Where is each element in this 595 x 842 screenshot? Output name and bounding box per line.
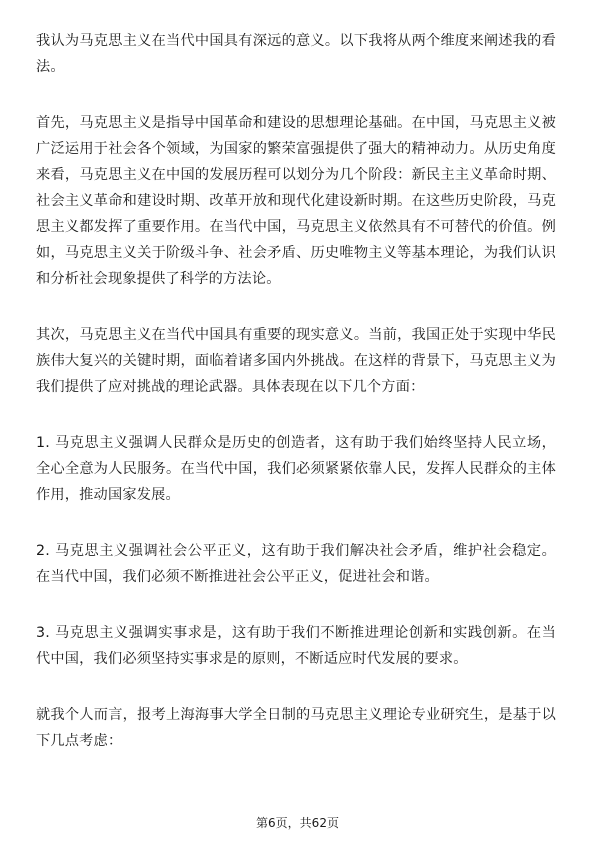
paragraph-first-point: 首先，马克思主义是指导中国革命和建设的思想理论基础。在中国，马克思主义被广泛运用于社会各个领域，为国家的繁荣富强提供了强大的精神动力。从历史角度来看，马克思主义在中国的发展历程可以划分为几个阶段：新民主主义革命时期、社会主义革命和建设时期、改革开放和现代化建设新时期。在这些历史阶段，马克思主义都发挥了重要作用。在当代中国，马克思主义依然具有不可替代的价值。例如，马克思主义关于阶级斗争、社会矛盾、历史唯物主义等基本理论，为我们认识和分析社会现象提供了科学的方法论。 bbox=[36, 115, 556, 287]
paragraph-second-point: 其次，马克思主义在当代中国具有重要的现实意义。当前，我国正处于实现中华民族伟大复兴的关键时期，面临着诸多国内外挑战。在这样的背景下，马克思主义为我们提供了应对挑战的理论武器。具体表现在以下几个方面： bbox=[36, 327, 556, 395]
page-number-footer: 第6页，共62页 bbox=[256, 816, 339, 830]
list-item-2: 2. 马克思主义强调社会公平正义，这有助于我们解决社会矛盾，维护社会稳定。在当代中国，我们必须不断推进社会公平正义，促进社会和谐。 bbox=[36, 543, 556, 585]
page-body bbox=[36, 28, 556, 784]
paragraph-personal: 就我个人而言，报考上海海事大学全日制的马克思主义理论专业研究生，是基于以下几点考虑： bbox=[36, 707, 556, 749]
list-item-3: 3. 马克思主义强调实事求是，这有助于我们不断推进理论创新和实践创新。在当代中国，我们必须坚持实事求是的原则，不断适应时代发展的要求。 bbox=[36, 625, 556, 667]
paragraph-intro: 我认为马克思主义在当代中国具有深远的意义。以下我将从两个维度来阐述我的看法。 bbox=[36, 33, 556, 75]
list-item-1: 1. 马克思主义强调人民群众是历史的创造者，这有助于我们始终坚持人民立场，全心全意为人民服务。在当代中国，我们必须紧紧依靠人民，发挥人民群众的主体作用，推动国家发展。 bbox=[36, 435, 556, 503]
